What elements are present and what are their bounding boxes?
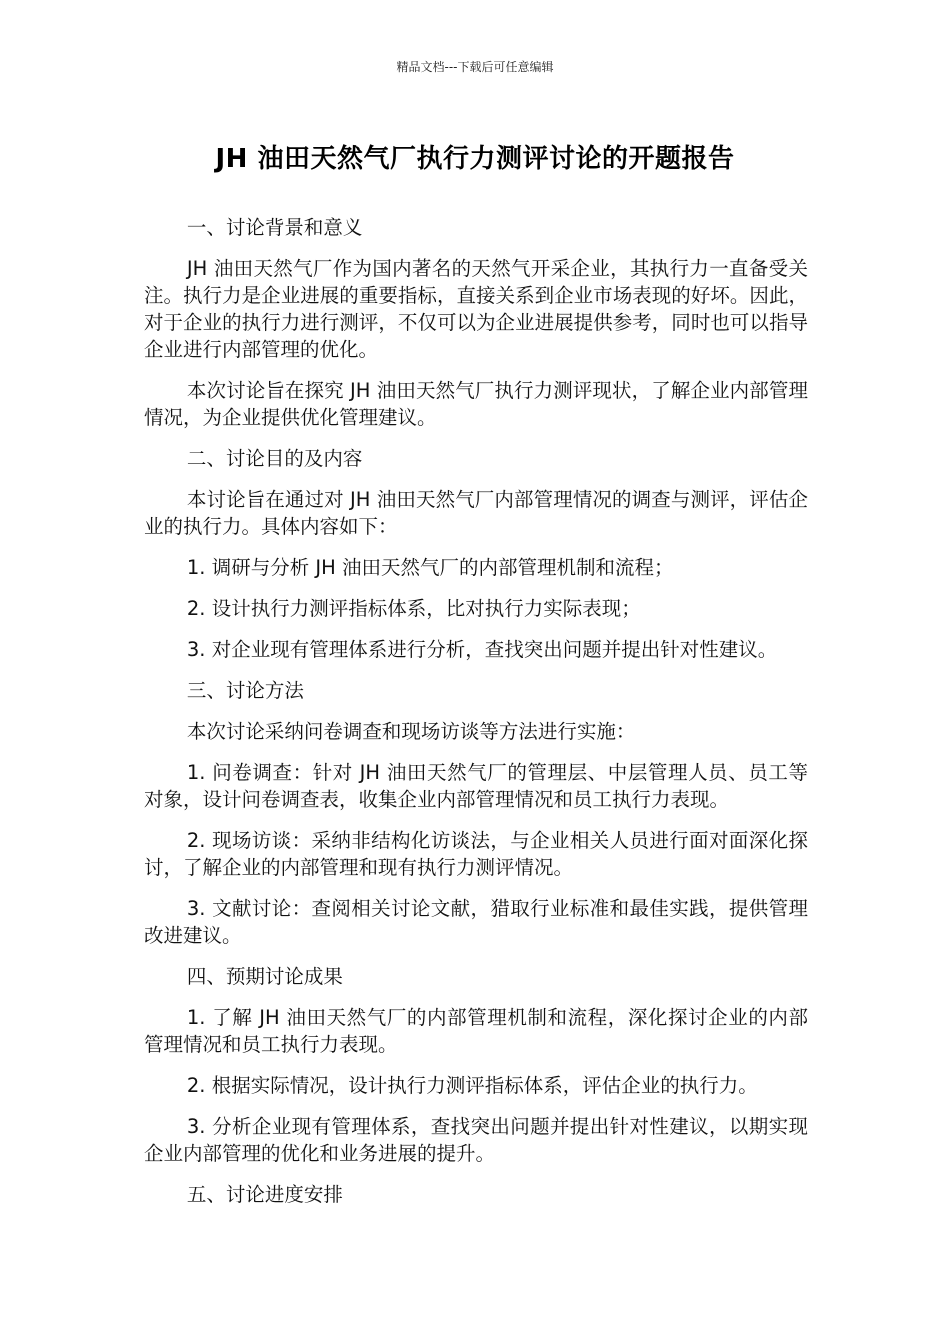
list-item: 1. 调研与分析 JH 油田天然气厂的内部管理机制和流程； [186, 556, 674, 579]
page-header: 精品文档---下载后可任意编辑 [396, 60, 554, 74]
section-heading-1: 一、讨论背景和意义 [186, 216, 363, 239]
section-heading-5: 五、讨论进度安排 [186, 1183, 343, 1206]
list-item: 3. 文献讨论：查阅相关讨论文献，猎取行业标准和最佳实践，提供管理改进建议。 [144, 897, 808, 947]
paragraph: 本次讨论旨在探究 JH 油田天然气厂执行力测评现状，了解企业内部管理情况，为企业提供优化管理建议。 [144, 379, 808, 429]
section-heading-2: 二、讨论目的及内容 [186, 447, 363, 470]
document-body [144, 214, 808, 1222]
list-item: 1. 问卷调查：针对 JH 油田天然气厂的管理层、中层管理人员、员工等对象，设计问卷调查表，收集企业内部管理情况和员工执行力表现。 [144, 761, 808, 811]
list-item: 3. 对企业现有管理体系进行分析，查找突出问题并提出针对性建议。 [186, 638, 778, 661]
section-heading-4: 四、预期讨论成果 [186, 965, 343, 988]
paragraph: JH 油田天然气厂作为国内著名的天然气开采企业，其执行力一直备受关注。执行力是企业进展的重要指标，直接关系到企业市场表现的好坏。因此，对于企业的执行力进行测评，不仅可以为企业进展提供参考，同时也可以指导企业进行内部管理的优化。 [144, 257, 808, 361]
paragraph: 本次讨论采纳问卷调查和现场访谈等方法进行实施： [186, 720, 636, 743]
document-title: JH 油田天然气厂执行力测评讨论的开题报告 [215, 144, 735, 174]
list-item: 1. 了解 JH 油田天然气厂的内部管理机制和流程，深化探讨企业的内部管理情况和员工执行力表现。 [144, 1006, 808, 1056]
paragraph: 本讨论旨在通过对 JH 油田天然气厂内部管理情况的调查与测评，评估企业的执行力。具体内容如下： [144, 488, 808, 538]
list-item: 2. 现场访谈：采纳非结构化访谈法，与企业相关人员进行面对面深化探讨，了解企业的内部管理和现有执行力测评情况。 [144, 829, 808, 879]
list-item: 3. 分析企业现有管理体系，查找突出问题并提出针对性建议，以期实现企业内部管理的优化和业务进展的提升。 [144, 1115, 808, 1165]
list-item: 2. 设计执行力测评指标体系，比对执行力实际表现； [186, 597, 641, 620]
list-item: 2. 根据实际情况，设计执行力测评指标体系，评估企业的执行力。 [186, 1074, 758, 1097]
section-heading-3: 三、讨论方法 [186, 679, 304, 702]
